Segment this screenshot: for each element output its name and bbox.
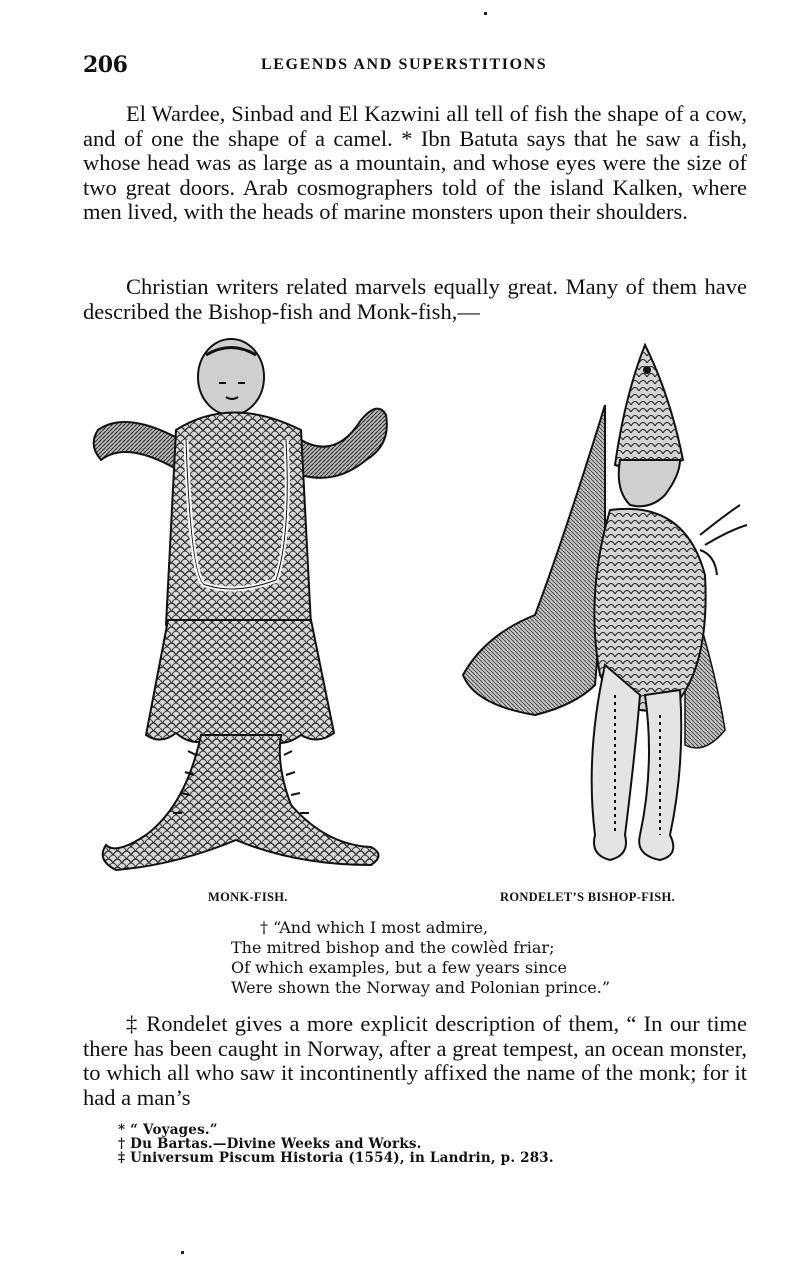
monk-fish-woodcut-icon [86,335,396,880]
footnote: ‡ Universum Piscum Historia (1554), in Landrin, p. 283. [118,1150,554,1166]
verse-quotation [231,918,610,998]
footnote: * “ Voyages.” [118,1122,218,1138]
paragraph-text: El Wardee, Sinbad and El Kazwini all tell of fish the shape of a cow, and of one the shape of a camel. * Ibn Batuta says that he saw a fish, whose head was as large as a mountain, and whose eyes were the size of two great doors. Arab cosmographers told of the island Kalken, where men lived, with the heads of marine monsters upon their shoulders. [83,101,747,224]
figure-caption-monk-fish: MONK-FISH. [208,890,288,904]
verse-line: The mitred bishop and the cowlèd friar; [231,938,555,957]
page-number: 206 [83,52,128,78]
running-head [83,52,763,82]
paragraph-wardee [83,102,747,225]
verse-line: † “And which I most admire, [260,918,489,937]
paragraph-rondelet [83,1012,747,1110]
running-head-title: LEGENDS AND SUPERSTITIONS [261,56,548,73]
bishop-fish-illustration [455,335,755,880]
figure-caption-bishop-fish: RONDELET’S BISHOP-FISH. [500,890,675,904]
verse-line: Were shown the Norway and Polonian prince.” [231,978,611,997]
bishop-fish-woodcut-icon [455,335,755,880]
verse-line: Of which examples, but a few years since [231,958,567,977]
paragraph-text: Christian writers related marvels equally great. Many of them have described the Bishop-fish and Monk-fish,— [83,274,747,324]
paragraph-text: ‡ Rondelet gives a more explicit description of them, “ In our time there has been caught in Norway, after a great tempest, an ocean monster, to which all who saw it incontinently affixed the name of the monk; for it had a man’s [83,1011,747,1110]
scan-speck [181,1251,184,1254]
footnote: † Du Bartas.—Divine Weeks and Works. [118,1136,422,1152]
footnotes [118,1123,554,1165]
scan-speck [484,12,487,15]
paragraph-christian-writers [83,275,747,324]
monk-fish-illustration [86,335,396,880]
